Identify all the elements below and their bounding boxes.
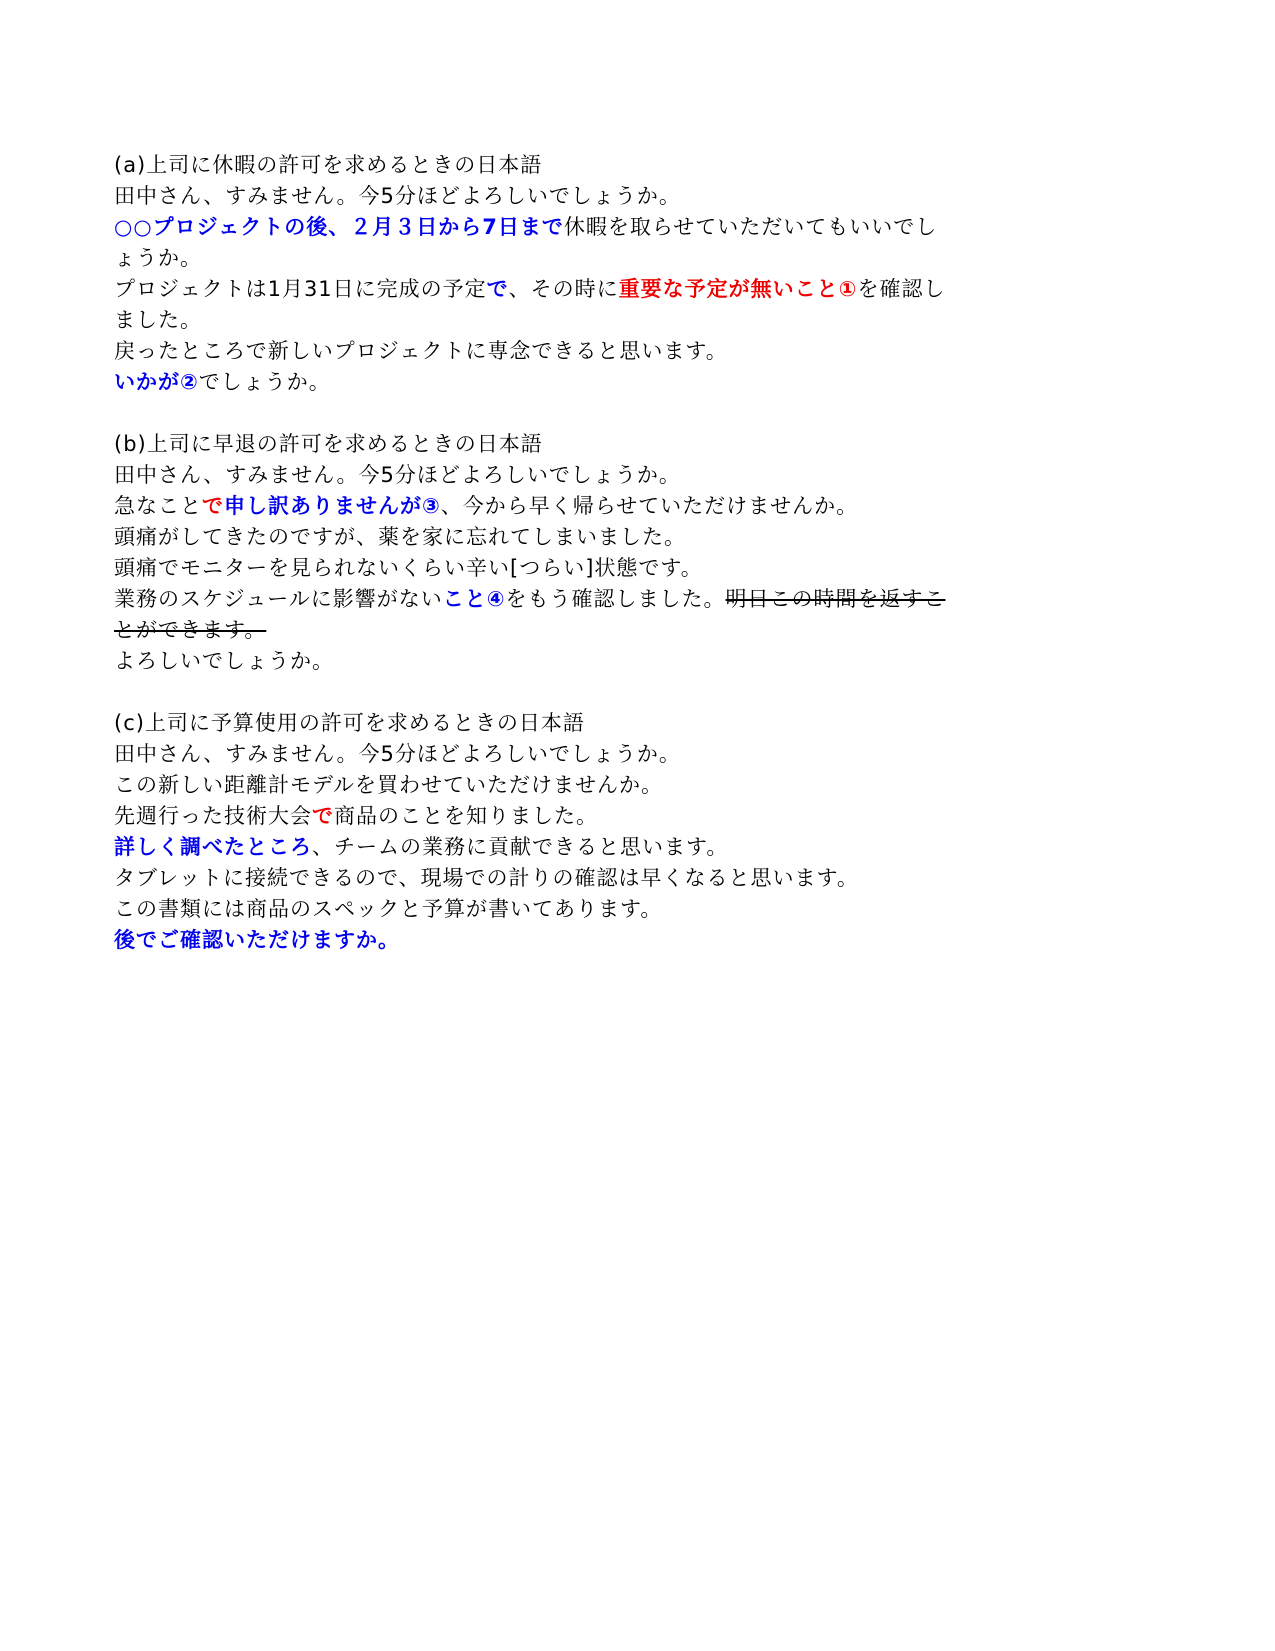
highlight-red: で: [202, 494, 224, 518]
text-span: 、今から早く帰らせていただけませんか。: [440, 494, 859, 518]
section-b-line-6: よろしいでしょうか。: [114, 649, 334, 673]
text-span: をもう確認しました。: [505, 587, 726, 611]
highlight-blue: 申し訳ありませんが③: [224, 494, 441, 518]
section-c-line-4: [114, 832, 949, 863]
section-b-line-5: [114, 584, 949, 646]
section-a-line-4: 戻ったところで新しいプロジェクトに専念できると思います。: [114, 339, 728, 363]
section-a-title: (a)上司に休暇の許可を求めるときの日本語: [114, 153, 543, 177]
text-span: 、その時に: [508, 277, 619, 301]
highlight-blue: で: [486, 277, 509, 301]
strikethrough-text: 明日この時間を返すことができます。: [114, 587, 946, 642]
section-c-line-1: 田中さん、すみません。今5分ほどよろしいでしょうか。: [114, 742, 681, 766]
highlight-blue: こと④: [442, 587, 506, 611]
document-body: [114, 150, 949, 956]
section-c-line-3: [114, 801, 949, 832]
section-c-line-5: タブレットに接続できるので、現場での計りの確認は早くなると思います。: [114, 866, 859, 890]
section-spacer: [114, 677, 949, 708]
section-b-title: (b)上司に早退の許可を求めるときの日本語: [114, 432, 543, 456]
section-c-line-2: この新しい距離計モデルを買わせていただけませんか。: [114, 773, 663, 797]
text-span: 商品のことを知りました。: [334, 804, 598, 828]
section-c: [114, 708, 949, 956]
text-span: 業務のスケジュールに影響がない: [114, 587, 443, 611]
section-c-line-7: [114, 925, 949, 956]
section-a-line-1: 田中さん、すみません。今5分ほどよろしいでしょうか。: [114, 184, 681, 208]
section-c-title: (c)上司に予算使用の許可を求めるときの日本語: [114, 711, 585, 735]
highlight-red: 重要な予定が無いこと①: [618, 277, 858, 301]
text-span: 休暇を取らせていただいてもいいでしょうか。: [114, 215, 938, 270]
highlight-blue: いかが②: [114, 370, 199, 394]
section-b: [114, 429, 949, 677]
section-b-line-4: 頭痛でモニターを見られないくらい辛い[つらい]状態です。: [114, 556, 703, 580]
highlight-blue: ○○プロジェクトの後、２月３日から7日まで: [114, 215, 564, 239]
text-span: プロジェクトは1月31日に完成の予定: [114, 277, 487, 301]
section-b-line-1: 田中さん、すみません。今5分ほどよろしいでしょうか。: [114, 463, 681, 487]
highlight-red: で: [312, 804, 334, 828]
section-a-line-3: [114, 274, 949, 336]
highlight-blue: 後でご確認いただけますか。: [114, 928, 400, 952]
section-a-line-2: [114, 212, 949, 274]
text-span: 先週行った技術大会: [114, 804, 312, 828]
text-span: を確認しました。: [114, 277, 946, 332]
section-b-line-2: [114, 491, 949, 522]
section-c-line-6: この書類には商品のスペックと予算が書いてあります。: [114, 897, 663, 921]
section-b-line-3: 頭痛がしてきたのですが、薬を家に忘れてしまいました。: [114, 525, 686, 549]
section-a: [114, 150, 949, 398]
section-spacer: [114, 398, 949, 429]
section-a-line-5: [114, 367, 949, 398]
text-span: 、チームの業務に貢献できると思います。: [312, 835, 729, 859]
text-span: でしょうか。: [198, 370, 331, 394]
text-span: 急なこと: [114, 494, 202, 518]
highlight-blue: 詳しく調べたところ: [114, 835, 312, 859]
